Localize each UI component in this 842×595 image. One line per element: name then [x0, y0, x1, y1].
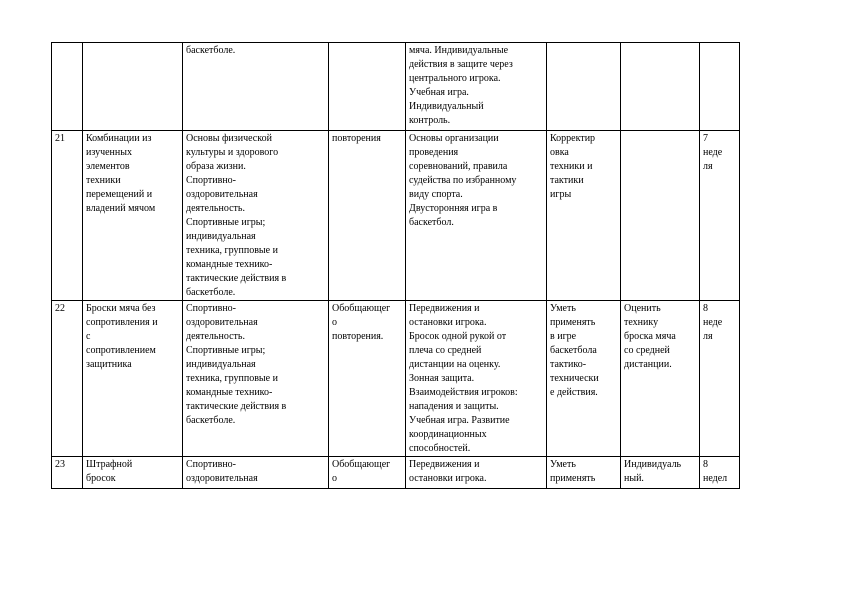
control-cell: Индивидуаль ный.	[621, 457, 700, 489]
control-cell	[621, 131, 700, 301]
activities-cell: Передвижения и остановки игрока.	[406, 457, 547, 489]
skills-cell: Уметь применять в игре баскетбола тактико- технически е действия.	[547, 301, 621, 457]
control-cell	[621, 43, 700, 131]
skills-cell: Корректир овка техники и тактики игры	[547, 131, 621, 301]
content-cell: Основы физической культуры и здорового образа жизни. Спортивно- оздоровительная деятельность. Спортивные игры; индивидуальная техника, групповые и командные технико- тактические действия в баскетболе.	[183, 131, 329, 301]
date-cell: 8 неде ля	[700, 301, 740, 457]
lesson-number-cell: 23	[52, 457, 83, 489]
table-row	[52, 131, 740, 301]
content-cell: Спортивно- оздоровительная	[183, 457, 329, 489]
date-cell	[700, 43, 740, 131]
content-cell: баскетболе.	[183, 43, 329, 131]
skills-cell	[547, 43, 621, 131]
skills-cell: Уметь применять	[547, 457, 621, 489]
lesson-type-cell	[329, 43, 406, 131]
lesson-type-cell: повторения	[329, 131, 406, 301]
table-row	[52, 457, 740, 489]
lesson-type-cell: Обобщающег о повторения.	[329, 301, 406, 457]
topic-cell: Штрафной бросок	[83, 457, 183, 489]
topic-cell: Броски мяча без сопротивления и с сопротивлением защитника	[83, 301, 183, 457]
activities-cell: Основы организации проведения соревнований, правила судейства по избранному виду спорта. Двусторонняя игра в баскетбол.	[406, 131, 547, 301]
table-row	[52, 301, 740, 457]
table-row	[52, 43, 740, 131]
lesson-type-cell: Обобщающег о	[329, 457, 406, 489]
activities-cell: мяча. Индивидуальные действия в защите через центрального игрока. Учебная игра. Индивидуальный контроль.	[406, 43, 547, 131]
lesson-number-cell: 21	[52, 131, 83, 301]
control-cell: Оценить технику броска мяча со средней дистанции.	[621, 301, 700, 457]
date-cell: 8 недел	[700, 457, 740, 489]
activities-cell: Передвижения и остановки игрока. Бросок одной рукой от плеча со средней дистанции на оценку. Зонная защита. Взаимодействия игроков: нападения и защиты. Учебная игра. Развитие координационных способностей.	[406, 301, 547, 457]
date-cell: 7 неде ля	[700, 131, 740, 301]
lesson-number-cell	[52, 43, 83, 131]
topic-cell	[83, 43, 183, 131]
lesson-plan-table	[51, 42, 740, 489]
content-cell: Спортивно- оздоровительная деятельность. Спортивные игры; индивидуальная техника, групповые и командные технико- тактические действия в баскетболе.	[183, 301, 329, 457]
topic-cell: Комбинации из изученных элементов техники перемещений и владений мячом	[83, 131, 183, 301]
lesson-number-cell: 22	[52, 301, 83, 457]
